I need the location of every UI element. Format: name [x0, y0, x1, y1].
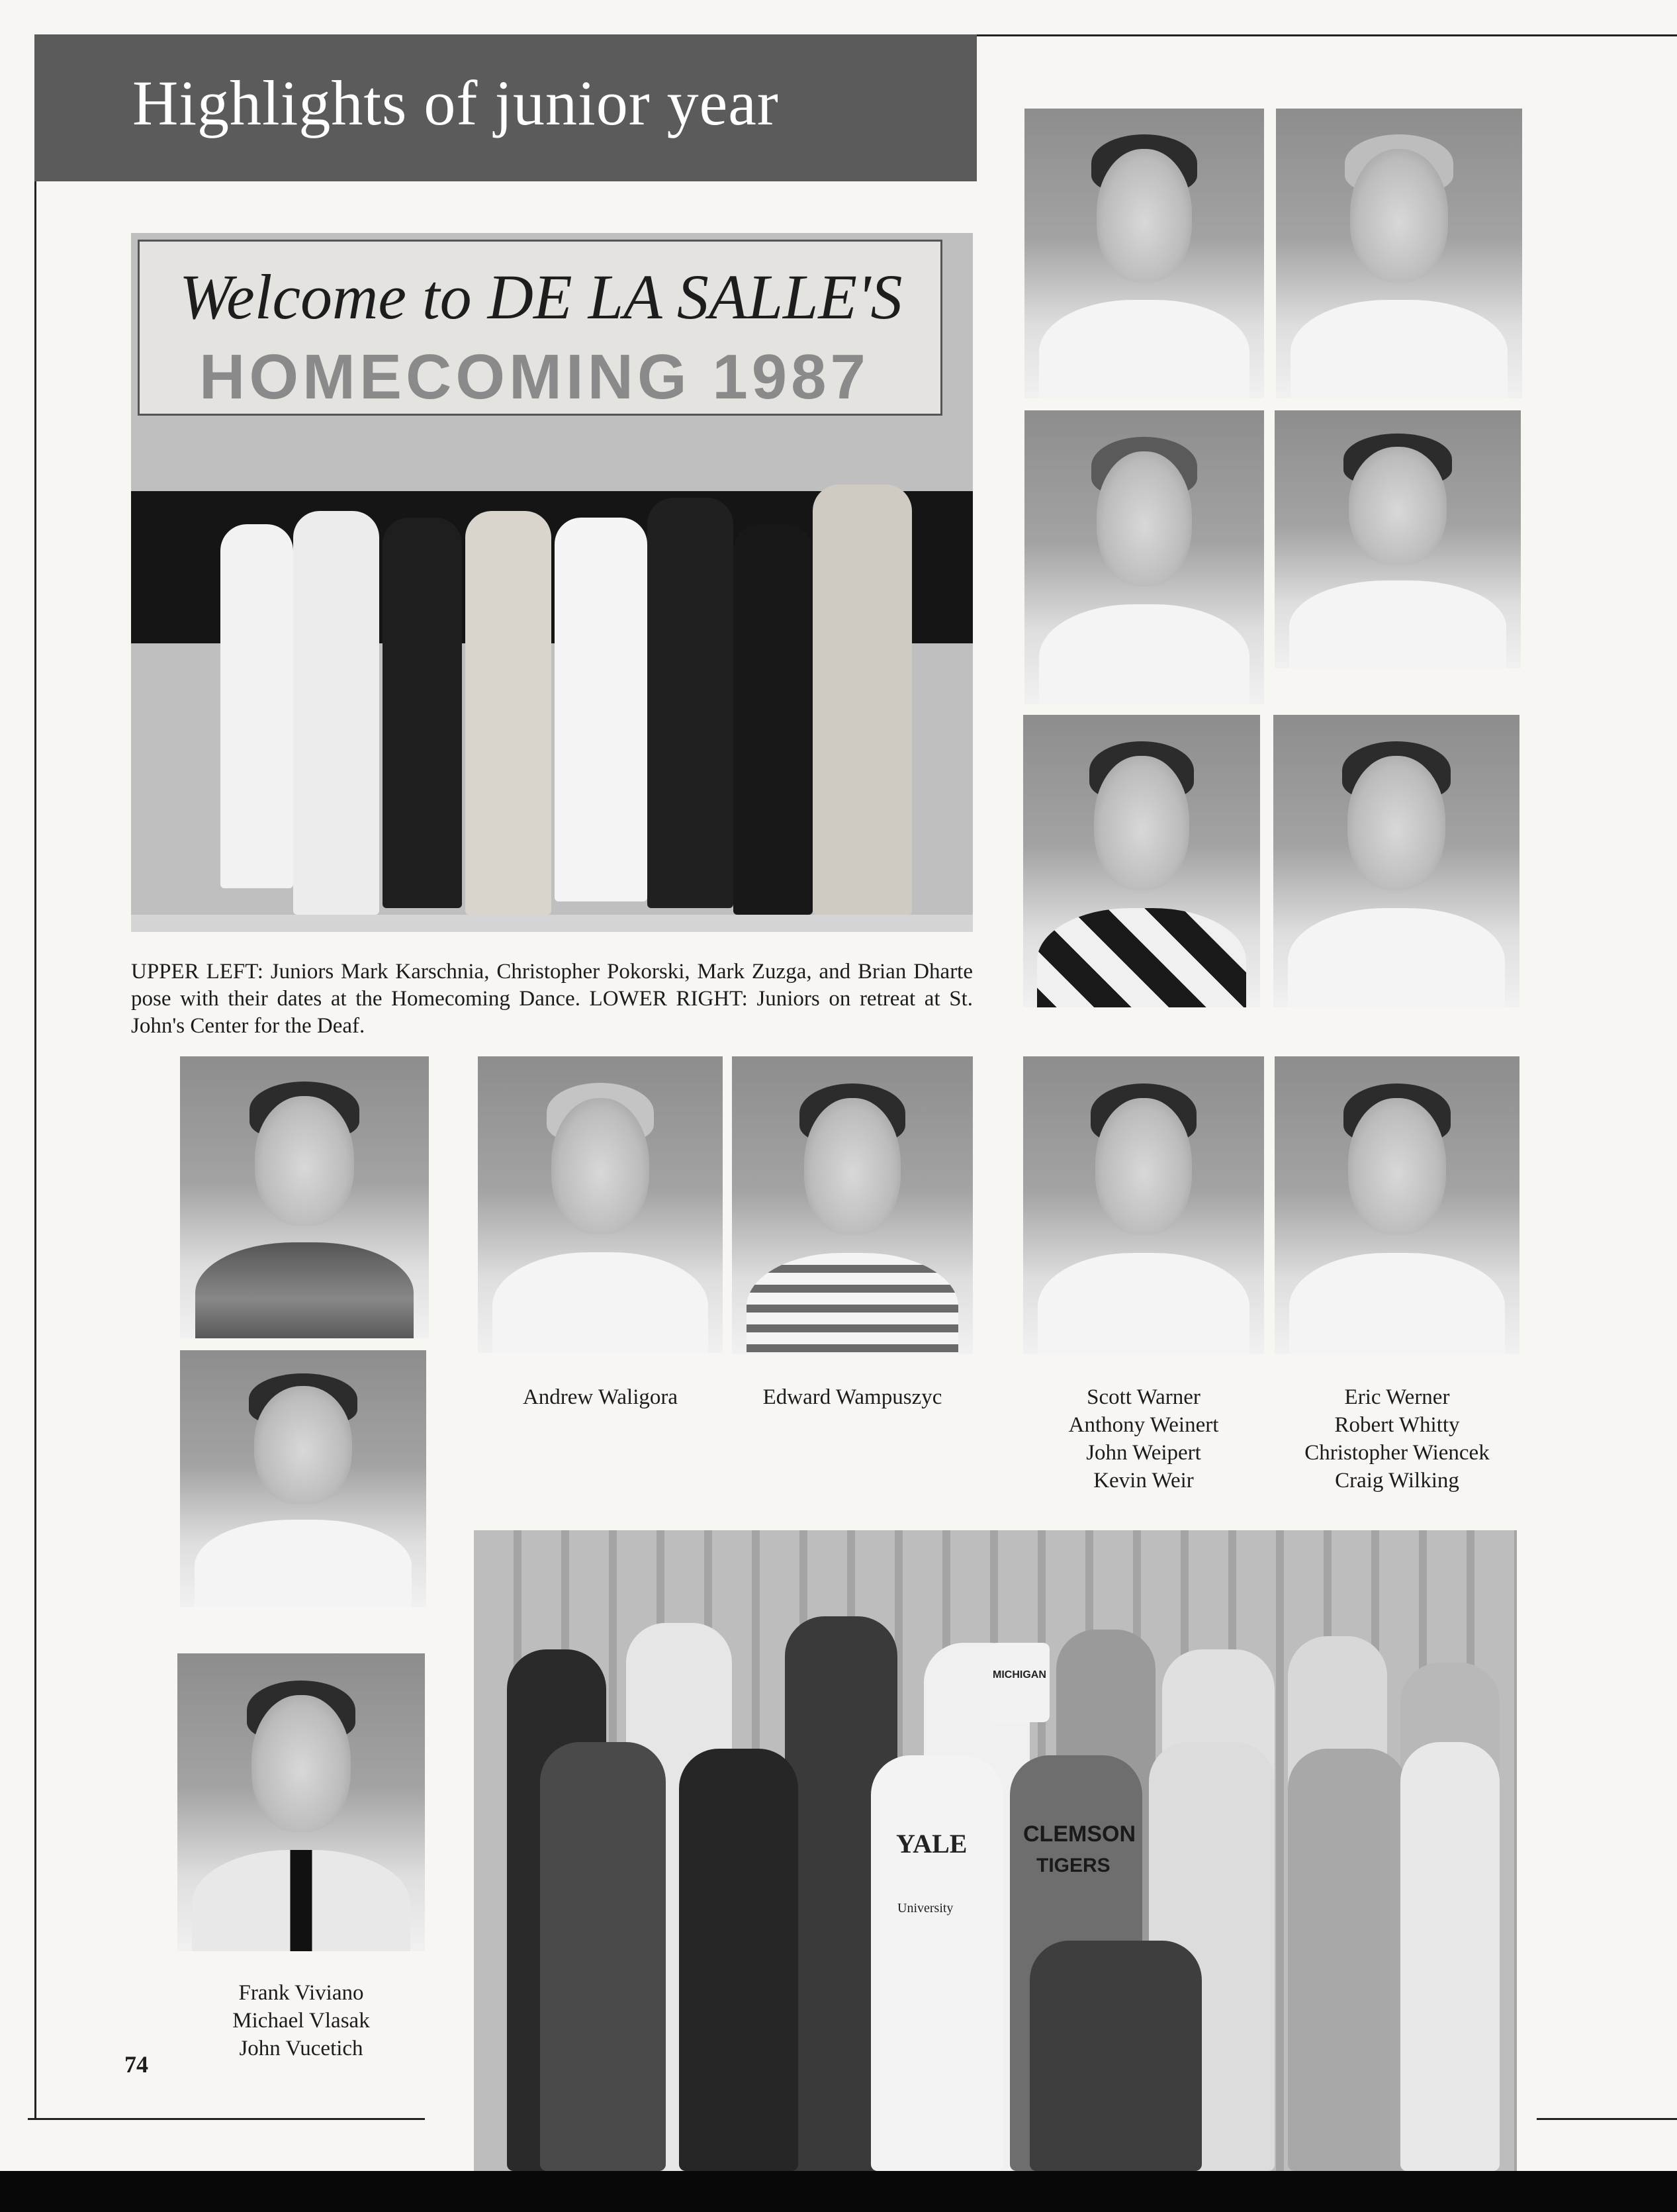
name-line: Edward Wampuszyc: [762, 1385, 942, 1409]
portrait-photo: [1275, 1056, 1519, 1354]
group-person: [1288, 1749, 1407, 2171]
names-warner-column: [1023, 1383, 1264, 1495]
portrait-face: [1350, 149, 1449, 282]
portrait-photo: [478, 1056, 723, 1353]
page-frame-top: [977, 34, 1677, 36]
group-person: [1030, 1941, 1202, 2171]
name-line: Christopher Wiencek: [1304, 1441, 1490, 1465]
portrait-photo: [1024, 410, 1264, 704]
shirt-text-yale: YALE: [896, 1829, 968, 1859]
stage-floor: [131, 915, 973, 932]
couple-figure: [733, 524, 813, 915]
portrait-face: [1095, 1098, 1192, 1235]
photo-caption: UPPER LEFT: Juniors Mark Karschnia, Christopher Pokorski, Mark Zuzga, and Brian Dharte pose with their dates at the Homecoming Dance. LOWER RIGHT: Juniors on retreat at St. John's Center for the Deaf.: [131, 960, 973, 1038]
portrait-photo: [1275, 410, 1521, 668]
couple-figure: [293, 511, 379, 915]
couple-figure: [383, 518, 462, 908]
portrait-shoulders: [1288, 908, 1504, 1007]
shirt-text-tigers: TIGERS: [1036, 1855, 1110, 1876]
portrait-face: [1348, 1098, 1446, 1235]
group-person: [990, 1643, 1050, 1722]
name-line: Robert Whitty: [1334, 1413, 1460, 1437]
retreat-group-photo: [474, 1530, 1517, 2171]
names-left-column: [177, 1979, 425, 2062]
shirt-text-clemson: CLEMSON: [1023, 1821, 1136, 1847]
name-line: Michael Vlasak: [232, 2009, 370, 2033]
portrait-photo: [180, 1056, 429, 1338]
name-line: John Weipert: [1086, 1441, 1201, 1465]
couple-figure: [647, 498, 733, 908]
page-frame-bottom-left: [28, 2118, 425, 2120]
name-line: Anthony Weinert: [1068, 1413, 1219, 1437]
portrait-face: [1347, 756, 1446, 890]
page-title: Highlights of junior year: [132, 68, 779, 138]
portrait-shoulders: [1291, 300, 1507, 398]
portrait-face: [1349, 447, 1447, 565]
name-line: John Vucetich: [239, 2037, 363, 2060]
portrait-shoulders: [192, 1850, 410, 1951]
portrait-face: [804, 1098, 901, 1235]
scan-bottom-band: [0, 2171, 1677, 2212]
names-andrew-waligora: [478, 1383, 723, 1411]
portrait-face: [254, 1386, 353, 1504]
portrait-photo: [1276, 109, 1522, 398]
name-line: Scott Warner: [1087, 1385, 1201, 1409]
portrait-shoulders: [1037, 908, 1246, 1007]
portrait-shoulders: [1039, 604, 1250, 704]
portrait-face: [1097, 149, 1193, 282]
group-person: [679, 1749, 798, 2171]
portrait-face: [1097, 451, 1193, 586]
name-line: Frank Viviano: [238, 1981, 364, 2005]
portrait-photo: [180, 1350, 426, 1607]
names-edward-wampuszyc: [732, 1383, 973, 1411]
portrait-shoulders: [492, 1252, 708, 1353]
couple-figure: [555, 518, 647, 901]
couple-figure: [465, 511, 551, 915]
portrait-shoulders: [1039, 300, 1250, 398]
portrait-photo: [732, 1056, 973, 1354]
portrait-face: [1094, 756, 1189, 890]
shirt-text-michigan: MICHIGAN: [993, 1669, 1046, 1681]
shirt-text-university: University: [897, 1901, 954, 1915]
portrait-face: [255, 1096, 354, 1226]
group-person: [540, 1742, 666, 2171]
sign-line-homecoming: HOMECOMING 1987: [199, 342, 870, 412]
name-line: Eric Werner: [1344, 1385, 1450, 1409]
names-werner-column: [1261, 1383, 1533, 1495]
portrait-photo: [1023, 1056, 1264, 1354]
name-line: Kevin Weir: [1093, 1469, 1194, 1493]
couple-figure: [813, 484, 912, 915]
homecoming-dance-photo: [131, 233, 973, 932]
portrait-photo: [1024, 109, 1264, 398]
portrait-shoulders: [1289, 1253, 1505, 1354]
portrait-photo: [177, 1653, 425, 1951]
portrait-face: [551, 1098, 649, 1234]
portrait-shoulders: [195, 1520, 411, 1607]
page-frame-left: [34, 34, 36, 2119]
page-frame-bottom-right: [1537, 2118, 1677, 2120]
portrait-shoulders: [195, 1242, 414, 1338]
group-person: [871, 1755, 1003, 2171]
portrait-shoulders: [747, 1253, 958, 1354]
portrait-photo: [1023, 715, 1260, 1007]
name-line: Craig Wilking: [1335, 1469, 1459, 1493]
group-person: [1400, 1742, 1500, 2171]
portrait-photo: [1273, 715, 1519, 1007]
homecoming-welcome-sign: [138, 240, 942, 416]
sign-line-welcome: Welcome to DE LA SALLE'S: [179, 261, 903, 332]
couple-figure: [220, 524, 293, 888]
portrait-shoulders: [1289, 580, 1506, 668]
portrait-face: [251, 1695, 351, 1832]
name-line: Andrew Waligora: [522, 1385, 678, 1409]
page-number: 74: [124, 2051, 148, 2078]
portrait-shoulders: [1038, 1253, 1249, 1354]
